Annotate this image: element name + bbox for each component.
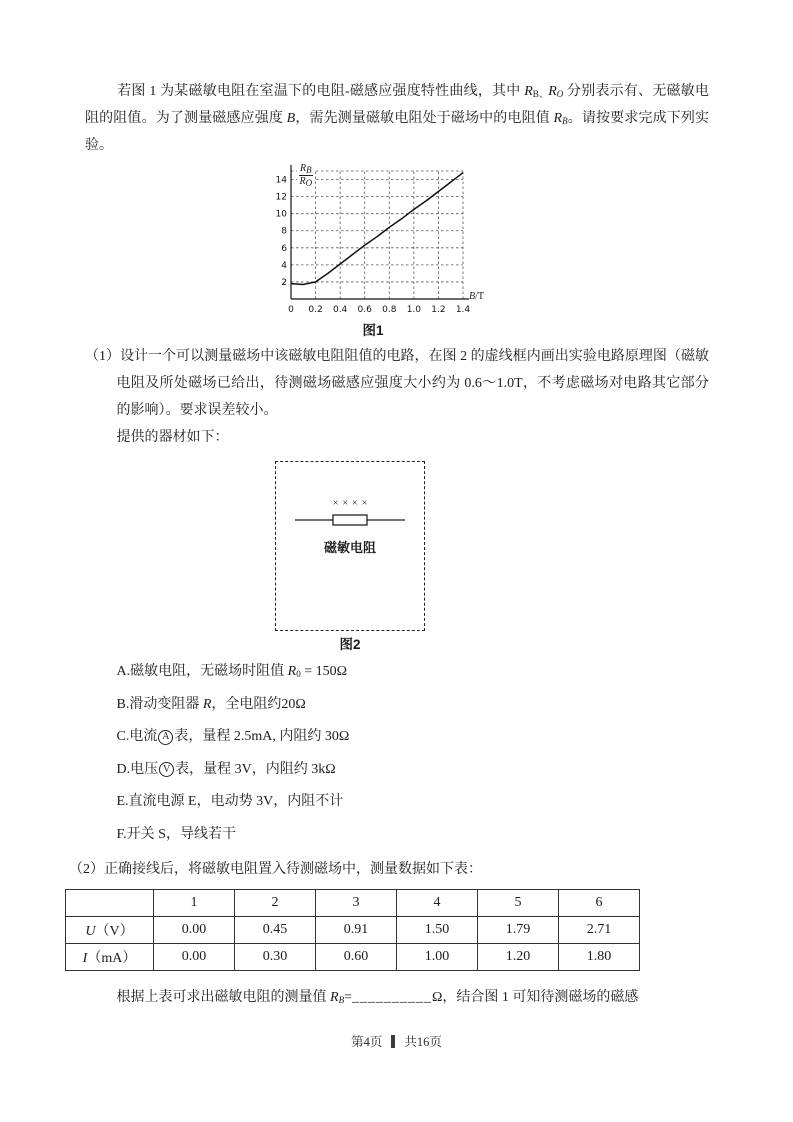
svg-text:0.6: 0.6 — [357, 305, 372, 315]
table-row-current — [66, 944, 640, 971]
table-cell: 0.00 — [154, 944, 235, 971]
table-cell: 0.45 — [235, 917, 316, 944]
svg-text:12: 12 — [275, 192, 287, 203]
fig1-chart — [253, 163, 493, 317]
svg-text:4: 4 — [281, 260, 287, 271]
y-label-numerator: $R_B$ — [300, 163, 312, 175]
y-label-denominator: $R_O$ — [299, 176, 313, 188]
table-header-cell: 1 — [154, 890, 235, 917]
resistor-symbol — [295, 510, 405, 530]
equipment-item-f: F.开关 S，导线若干 — [116, 826, 236, 842]
svg-text:0: 0 — [288, 305, 294, 315]
footer-separator — [391, 1035, 395, 1048]
conclusion-text-before: 根据上表可求出磁敏电阻的测量值 $R_B=$ — [116, 990, 352, 1005]
page-footer — [0, 1032, 793, 1050]
svg-text:1.4: 1.4 — [455, 305, 471, 315]
component-label: 磁敏电阻 — [323, 540, 376, 555]
table-cell: 1.20 — [478, 944, 559, 971]
data-table — [65, 889, 640, 971]
table-cell: 1.00 — [397, 944, 478, 971]
svg-text:8: 8 — [281, 226, 287, 237]
fig2-caption: 图2 — [339, 637, 361, 652]
equipment-item-d: D.电压 V 表，量程 3V，内阻约 3kΩ — [116, 761, 336, 777]
materials-intro: 提供的器材如下： — [116, 430, 229, 445]
fig1-caption: 图1 — [362, 323, 384, 338]
row-label-current: I（mA） — [66, 944, 154, 971]
fig1-chart-area — [253, 163, 493, 317]
svg-text:6: 6 — [281, 243, 287, 254]
table-cell: 0.30 — [235, 944, 316, 971]
footer-total-pages: 共16页 — [404, 1035, 442, 1049]
svg-text:1.0: 1.0 — [406, 305, 422, 315]
answer-blank: __________ — [351, 990, 432, 1005]
table-header-cell: 3 — [316, 890, 397, 917]
table-header-cell: 6 — [559, 890, 640, 917]
svg-text:10: 10 — [275, 209, 287, 220]
fig1-y-axis-label — [297, 163, 315, 188]
table-cell: 1.80 — [559, 944, 640, 971]
magnetic-field-marks: ×××× — [332, 498, 372, 509]
question-1: （1）设计一个可以测量磁场中该磁敏电阻阻值的电路，在图 2 的虚线框内画出实验电路原理图（磁敏电阻及所处磁场已给出，待测磁场磁感应强度大小约为 0.6～1.0T，不考虑磁场对电路其它部分的影响）。要求误差较小。 — [85, 349, 709, 418]
conclusion — [117, 984, 710, 1011]
table-header-cell: 2 — [235, 890, 316, 917]
table-cell: 1.50 — [397, 917, 478, 944]
table-row-voltage — [66, 917, 640, 944]
equipment-item-a: A.磁敏电阻，无磁场时阻值 $R_0 = 150\Omega$ — [116, 664, 347, 679]
svg-text:0.2: 0.2 — [308, 305, 323, 315]
equipment-list — [85, 661, 709, 845]
table-header-row — [66, 890, 640, 917]
table-header-cell: 5 — [478, 890, 559, 917]
fig2-figure — [275, 461, 425, 653]
table-cell: 0.91 — [316, 917, 397, 944]
fig2-dashed-frame — [275, 461, 425, 631]
row-label-voltage: U（V） — [66, 917, 154, 944]
equipment-item-e: E.直流电源 E，电动势 3V，内阻不计 — [116, 794, 344, 809]
svg-text:1.2: 1.2 — [431, 305, 446, 315]
table-cell: 0.00 — [154, 917, 235, 944]
fig1-figure — [253, 163, 493, 339]
table-cell: 2.71 — [559, 917, 640, 944]
svg-text:2: 2 — [281, 277, 287, 288]
svg-text:0.4: 0.4 — [332, 305, 348, 315]
equipment-item-b: B.滑动变阻器 R，全电阻约20Ω — [116, 696, 306, 712]
table-header-cell: 4 — [397, 890, 478, 917]
svg-text:0.8: 0.8 — [382, 305, 397, 315]
svg-text:14: 14 — [275, 175, 287, 186]
question-2: （2）正确接线后，将磁敏电阻置入待测磁场中，测量数据如下表： — [69, 862, 482, 877]
table-header-cell — [66, 890, 154, 917]
table-cell: 0.60 — [316, 944, 397, 971]
footer-page-number: 第4页 — [351, 1035, 383, 1049]
conclusion-text-after: Ω，结合图 1 可知待测磁场的磁感 — [431, 990, 639, 1005]
equipment-item-c: C.电流 A 表，量程 2.5mA, 内阻约 30Ω — [116, 729, 350, 744]
table-cell: 1.79 — [478, 917, 559, 944]
intro-paragraph: 若图 1 为某磁敏电阻在室温下的电阻-磁感应强度特性曲线，其中 $R_{B、}R_O$ 分别表示有、无磁敏电阻的阻值。为了测量磁感应强度 B，需先测量磁敏电阻处于磁场中的电阻值 $R_B$。请按要求完成下列实验。 — [85, 84, 710, 153]
fig1-x-axis-label: B/T — [469, 291, 484, 302]
